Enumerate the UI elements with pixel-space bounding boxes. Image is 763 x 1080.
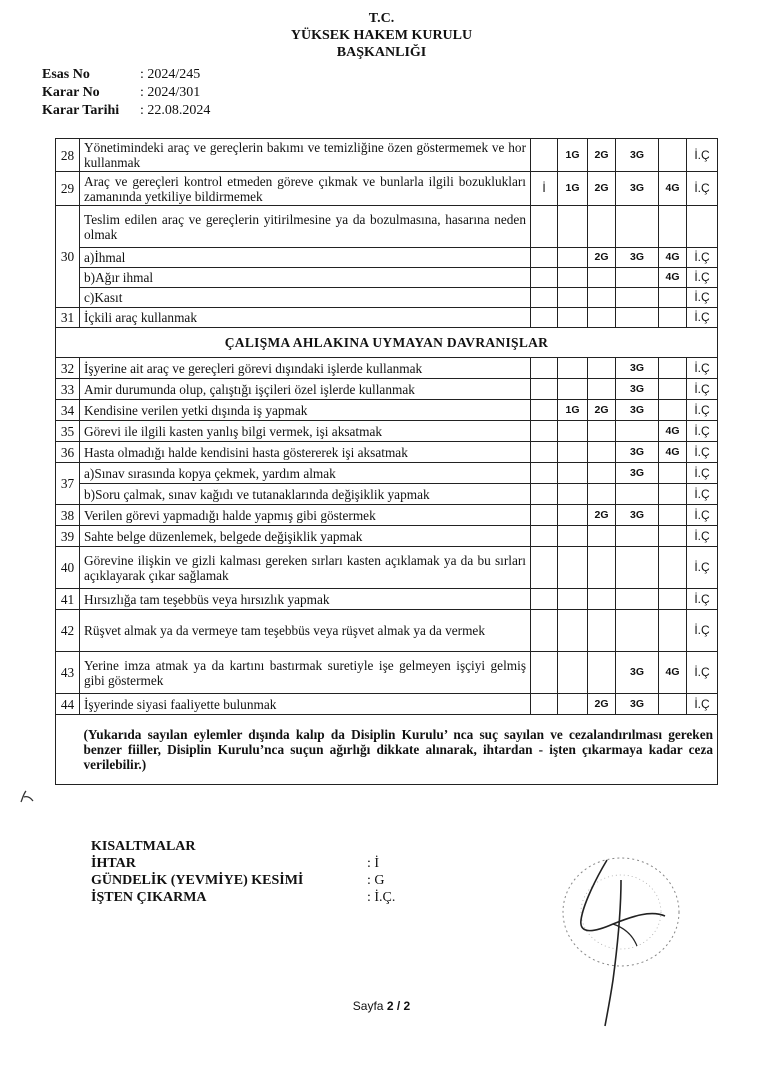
table-row — [56, 442, 718, 463]
penalty-cell: İ.Ç — [687, 463, 718, 484]
abbr-gundelik-label: GÜNDELİK (YEVMİYE) KESİMİ — [91, 873, 304, 888]
page-value: 2 / 2 — [386, 999, 411, 1013]
penalty-cell: İ.Ç — [687, 268, 718, 288]
abbr-ihtar-value: : İ — [367, 856, 380, 871]
penalty-cell: 3G — [616, 652, 659, 694]
penalty-cell: 2G — [588, 172, 616, 206]
penalty-cell: 3G — [616, 505, 659, 526]
penalty-cell: İ.Ç — [687, 610, 718, 652]
penalty-cell: İ.Ç — [687, 421, 718, 442]
table-row — [56, 484, 718, 505]
row-description: Araç ve gereçleri kontrol etmeden göreve çıkmak ve bunlarla ilgili bozuklukları zamanında yetkiliye bildirmemek — [80, 172, 531, 206]
section-row — [56, 328, 718, 358]
row-description: İşyerinde siyasi faaliyette bulunmak — [80, 694, 531, 715]
row-description: Görevine ilişkin ve gizli kalması gereken sırları kasten açıklamak ya da bu sırları açıklayarak çıkar sağlamak — [80, 547, 531, 589]
header-institution: YÜKSEK HAKEM KURULU — [290, 28, 473, 43]
penalty-cell: 4G — [659, 442, 687, 463]
esas-label: Esas No — [42, 67, 90, 82]
penalty-cell: İ.Ç — [687, 442, 718, 463]
penalty-cell: İ.Ç — [687, 379, 718, 400]
penalty-cell: 3G — [616, 358, 659, 379]
row-description: a)İhmal — [80, 248, 531, 268]
penalty-cell — [531, 139, 558, 172]
penalty-cell: 3G — [616, 442, 659, 463]
table-row — [56, 547, 718, 589]
penalty-cell: 4G — [659, 421, 687, 442]
table-row — [56, 268, 718, 288]
row-number: 34 — [56, 400, 80, 421]
table-row — [56, 206, 718, 248]
penalty-cell: İ.Ç — [687, 288, 718, 308]
row-number: 32 — [56, 358, 80, 379]
note-text: (Yukarıda sayılan eylemler dışında kalıp da Disiplin Kurulu’ nca suç sayılan ve cezalandırılması gereken benzer fiiller, Disiplin Kurulu’nca suçun ağırlığı dikkate alınarak, ihtardan - işten çıkarmaya kadar ceza verilebilir.) — [80, 715, 718, 785]
penalty-cell: 3G — [616, 694, 659, 715]
penalty-cell: 1G — [558, 139, 588, 172]
page-prefix: Sayfa — [352, 999, 387, 1013]
abbr-ihtar-label: İHTAR — [91, 856, 136, 871]
row-description: Teslim edilen araç ve gereçlerin yitirilmesine ya da bozulmasına, hasarına neden olmak — [80, 206, 531, 248]
row-description: Yönetimindeki araç ve gereçlerin bakımı ve temizliğine özen göstermemek ve hor kullanmak — [80, 139, 531, 172]
penalty-cell: İ.Ç — [687, 358, 718, 379]
row-number: 38 — [56, 505, 80, 526]
table-row — [56, 505, 718, 526]
penalty-cell: 3G — [616, 379, 659, 400]
penalty-cell: 4G — [659, 172, 687, 206]
table-row — [56, 610, 718, 652]
penalty-cell — [659, 139, 687, 172]
penalty-cell: 1G — [558, 400, 588, 421]
row-description: Amir durumunda olup, çalıştığı işçileri özel işlerde kullanmak — [80, 379, 531, 400]
table-row — [56, 172, 718, 206]
penalty-cell: 3G — [616, 139, 659, 172]
penalty-table — [55, 138, 718, 785]
penalty-cell: İ.Ç — [687, 652, 718, 694]
table-row — [56, 463, 718, 484]
table-row — [56, 288, 718, 308]
row-number: 37 — [56, 463, 80, 505]
penalty-cell: 2G — [588, 248, 616, 268]
document-header — [0, 10, 763, 61]
row-description: Görevi ile ilgili kasten yanlış bilgi vermek, işi aksatmak — [80, 421, 531, 442]
tarih-value: : 22.08.2024 — [140, 103, 211, 118]
row-number: 40 — [56, 547, 80, 589]
case-metadata — [42, 66, 210, 120]
row-description: Hırsızlığa tam teşebbüs veya hırsızlık yapmak — [80, 589, 531, 610]
table-row — [56, 139, 718, 172]
karar-label: Karar No — [42, 85, 100, 100]
penalty-cell: 3G — [616, 172, 659, 206]
table-row — [56, 652, 718, 694]
row-description: b)Soru çalmak, sınav kağıdı ve tutanaklarında değişiklik yapmak — [80, 484, 531, 505]
penalty-cell: 3G — [616, 248, 659, 268]
table-row — [56, 308, 718, 328]
abbreviations-block — [91, 838, 395, 906]
row-description: Verilen görevi yapmadığı halde yapmış gibi göstermek — [80, 505, 531, 526]
penalty-cell: İ.Ç — [687, 308, 718, 328]
penalty-cell: İ.Ç — [687, 589, 718, 610]
row-description: b)Ağır ihmal — [80, 268, 531, 288]
penalty-cell: 4G — [659, 652, 687, 694]
row-number: 30 — [56, 206, 80, 308]
row-description: a)Sınav sırasında kopya çekmek, yardım almak — [80, 463, 531, 484]
penalty-cell: İ.Ç — [687, 484, 718, 505]
row-description: Yerine imza atmak ya da kartını bastırmak suretiyle işe gelmeyen işçiyi gelmiş gibi göstermek — [80, 652, 531, 694]
section-heading: ÇALIŞMA AHLAKINA UYMAYAN DAVRANIŞLAR — [56, 328, 718, 358]
note-row — [56, 715, 718, 785]
row-number: 42 — [56, 610, 80, 652]
row-number: 29 — [56, 172, 80, 206]
row-number: 28 — [56, 139, 80, 172]
penalty-cell: İ.Ç — [687, 139, 718, 172]
esas-value: : 2024/245 — [140, 67, 201, 82]
row-description: İşyerine ait araç ve gereçleri görevi dışındaki işlerde kullanmak — [80, 358, 531, 379]
penalty-cell: İ.Ç — [687, 248, 718, 268]
row-number: 39 — [56, 526, 80, 547]
header-tc: T.C. — [368, 11, 395, 26]
row-description: Hasta olmadığı halde kendisini hasta göstererek işi aksatmak — [80, 442, 531, 463]
penalty-cell: 2G — [588, 139, 616, 172]
karar-value: : 2024/301 — [140, 85, 201, 100]
row-number: 31 — [56, 308, 80, 328]
table-row — [56, 358, 718, 379]
row-number: 41 — [56, 589, 80, 610]
penalty-cell: İ.Ç — [687, 505, 718, 526]
scan-mark — [18, 788, 38, 806]
penalty-cell: İ.Ç — [687, 400, 718, 421]
row-description: Sahte belge düzenlemek, belgede değişiklik yapmak — [80, 526, 531, 547]
table-row — [56, 400, 718, 421]
row-number: 36 — [56, 442, 80, 463]
row-description: Kendisine verilen yetki dışında iş yapmak — [80, 400, 531, 421]
tarih-label: Karar Tarihi — [42, 103, 120, 118]
penalty-cell: 2G — [588, 694, 616, 715]
penalty-cell: İ.Ç — [687, 172, 718, 206]
table-row — [56, 589, 718, 610]
abbreviations-title: KISALTMALAR — [91, 839, 196, 854]
table-row — [56, 526, 718, 547]
page-number — [0, 999, 763, 1013]
row-number: 33 — [56, 379, 80, 400]
penalty-cell: 1G — [558, 172, 588, 206]
row-description: Rüşvet almak ya da vermeye tam teşebbüs veya rüşvet almak ya da vermek — [80, 610, 531, 652]
header-department: BAŞKANLIĞI — [336, 45, 427, 60]
table-row — [56, 379, 718, 400]
row-number: 35 — [56, 421, 80, 442]
penalty-cell: İ.Ç — [687, 694, 718, 715]
penalty-cell: 2G — [588, 505, 616, 526]
row-number: 44 — [56, 694, 80, 715]
abbr-isten-value: : İ.Ç. — [367, 890, 396, 905]
row-description: İçkili araç kullanmak — [80, 308, 531, 328]
penalty-cell: 4G — [659, 248, 687, 268]
penalty-cell: 4G — [659, 268, 687, 288]
abbr-gundelik-value: : G — [367, 873, 385, 888]
penalty-cell: İ — [531, 172, 558, 206]
penalty-cell: İ.Ç — [687, 547, 718, 589]
table-row — [56, 248, 718, 268]
penalty-cell: 2G — [588, 400, 616, 421]
penalty-cell: İ.Ç — [687, 526, 718, 547]
row-description: c)Kasıt — [80, 288, 531, 308]
abbr-isten-label: İŞTEN ÇIKARMA — [91, 890, 207, 905]
penalty-cell: 3G — [616, 400, 659, 421]
row-number: 43 — [56, 652, 80, 694]
table-row — [56, 694, 718, 715]
penalty-cell: 3G — [616, 463, 659, 484]
table-row — [56, 421, 718, 442]
